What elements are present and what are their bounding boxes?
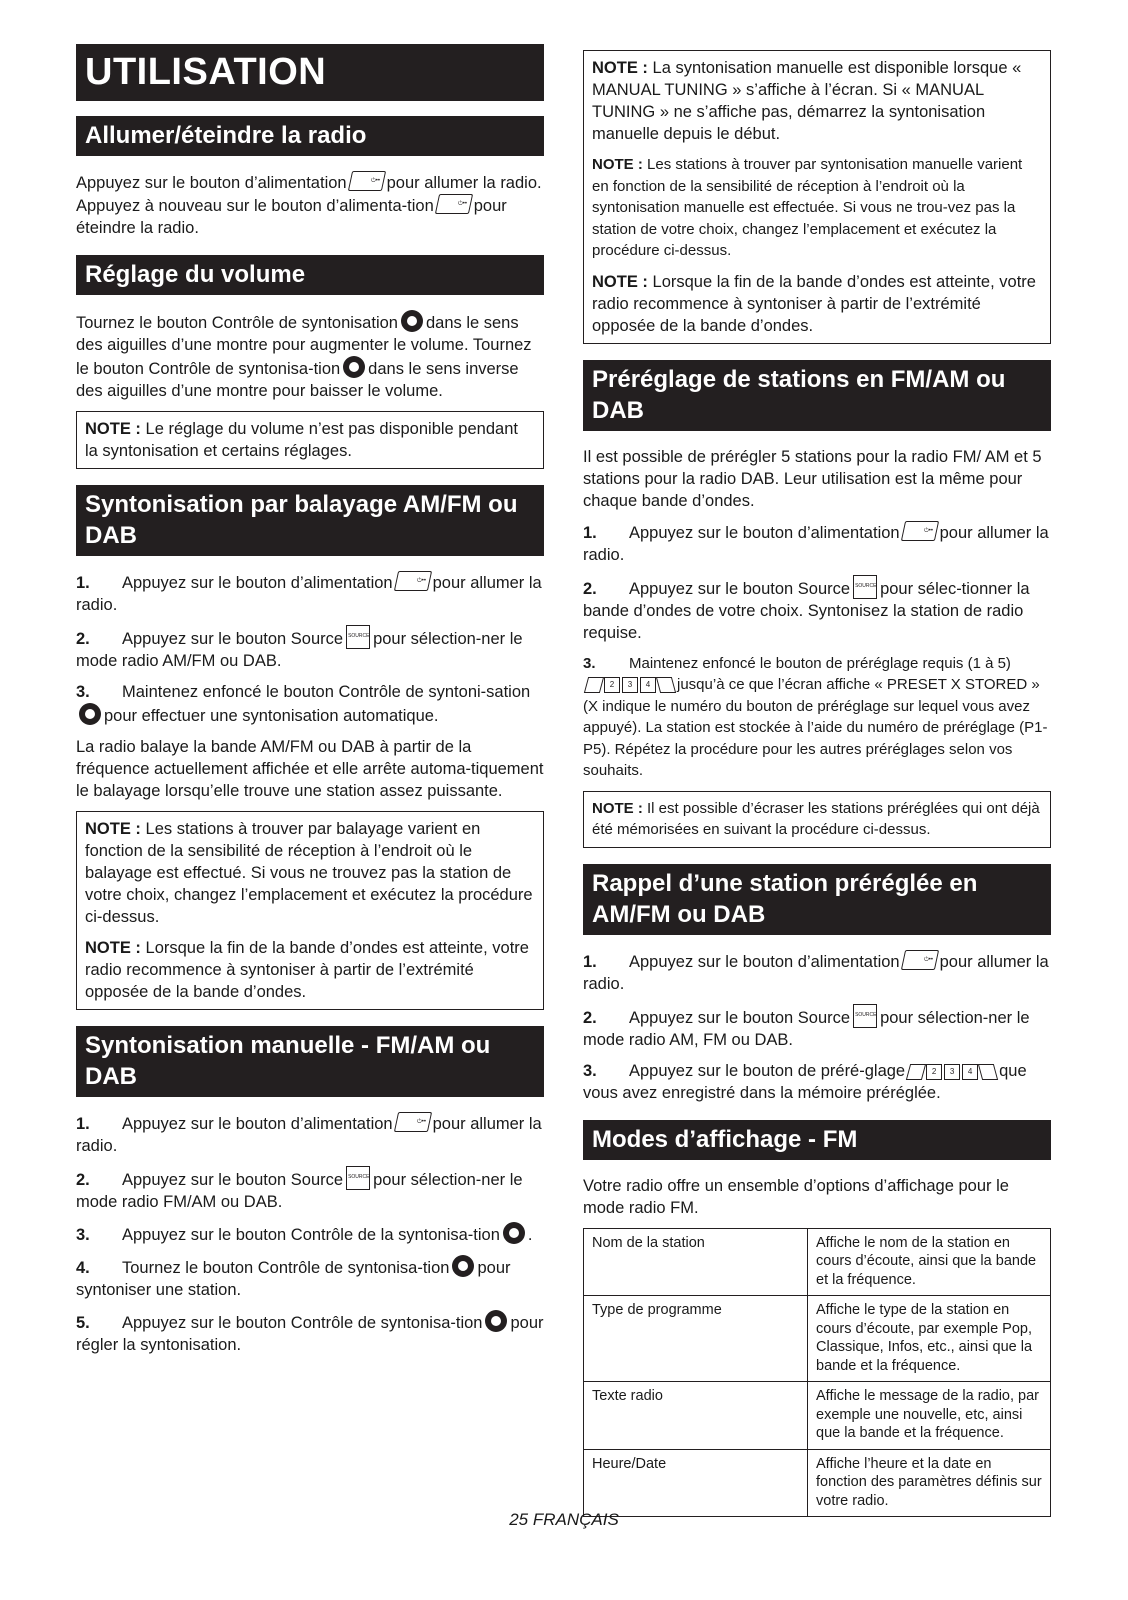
manual-step-1: 1. Appuyez sur le bouton d’alimentation⏻•• pour allumer la radio.: [76, 1112, 544, 1157]
display-modes-intro: Votre radio offre un ensemble d’options d’affichage pour le mode radio FM.: [583, 1176, 1009, 1217]
power-button-icon: [347, 171, 385, 191]
tuning-knob-icon: [401, 310, 423, 332]
mode-description-cell: Affiche l’heure et la date en fonction des paramètres définis sur votre radio.: [808, 1449, 1051, 1517]
section-title-power: Allumer/éteindre la radio: [76, 116, 544, 156]
mode-name-cell: Heure/Date: [584, 1449, 808, 1517]
section-title-manual-tuning: Syntonisation manuelle - FM/AM ou DAB: [76, 1026, 544, 1097]
section-title-display-modes: Modes d’affichage - FM: [583, 1120, 1051, 1160]
scan-paragraph: La radio balaye la bande AM/FM ou DAB à partir de la fréquence actuellement affichée et elle arrête automa-tiquement le balayage lorsqu’elle trouve une station assez puissante.: [76, 738, 544, 800]
preset-intro: Il est possible de prérégler 5 stations pour la radio FM/ AM et 5 stations pour la radio DAB. Leur utilisation est la même pour chaque bande d’ondes.: [583, 447, 1042, 510]
source-button-icon: [346, 1166, 370, 1190]
preset-buttons-icon: [586, 677, 674, 693]
preset-step-2: 2. Appuyez sur le bouton SourceSOURCE pour sélec-tionner la bande d’ondes de votre choix. Syntonisez la station de radio requise.: [583, 575, 1051, 644]
tuning-knob-icon: [452, 1255, 474, 1277]
page-title: UTILISATION: [76, 44, 544, 101]
left-column: [76, 44, 544, 1365]
manual-tuning-notes: NOTE : La syntonisation manuelle est disponible lorsque « MANUAL TUNING » s’affiche à l’écran. Si « MANUAL TUNING » ne s’affiche pas, démarrez la syntonisation manuelle depuis le début. NOTE : Les stations à trouver par syntonisation manuelle varient en fonction de la sensibilité de réception à l’endroit où la syntonisation manuelle est effectuée. Si vous ne trou-vez pas la station de votre choix, changez l’emplacement et exécutez la procédure ci-dessus. NOTE : Lorsque la fin de la bande d’ondes est atteinte, votre radio recommence à syntoniser à partir de l’extrémité opposée de la bande d’ondes.: [583, 50, 1051, 344]
power-button-icon: [435, 194, 473, 214]
manual-step-4: 4. Tournez le bouton Contrôle de syntonisa-tion pour syntoniser une station.: [76, 1255, 544, 1301]
page-footer: 25 FRANÇAIS: [509, 1510, 619, 1529]
source-button-icon: [853, 1004, 877, 1028]
preset-step-1: 1. Appuyez sur le bouton d’alimentation⏻•• pour allumer la radio.: [583, 521, 1051, 566]
scan-step-3: 3. Maintenez enfoncé le bouton Contrôle de syntoni-sationpour effectuer une syntonisation automatique.: [76, 683, 531, 725]
power-button-icon: [900, 950, 938, 970]
preset-key-icon: [978, 1064, 998, 1080]
scan-step-2: 2. Appuyez sur le bouton SourceSOURCE pour sélection-ner le mode radio AM/FM ou DAB.: [76, 625, 544, 672]
manual-step-2: 2. Appuyez sur le bouton SourceSOURCE pour sélection-ner le mode radio FM/AM ou DAB.: [76, 1166, 544, 1213]
display-modes-table: [583, 1228, 1051, 1518]
power-button-icon: [393, 571, 431, 591]
mode-description-cell: Affiche le message de la radio, par exemple une nouvelle, etc, ainsi que la bande et la fréquence.: [808, 1382, 1051, 1450]
preset-key-icon: 2: [926, 1064, 942, 1080]
table-row: [584, 1449, 1051, 1517]
volume-note: NOTE : Le réglage du volume n’est pas disponible pendant la syntonisation et certains réglages.: [76, 411, 544, 469]
source-button-icon: [346, 625, 370, 649]
recall-step-2: 2. Appuyez sur le bouton SourceSOURCE pour sélection-ner le mode radio AM, FM ou DAB.: [583, 1004, 1051, 1051]
preset-key-icon: 2: [604, 677, 620, 693]
tuning-knob-icon: [503, 1222, 525, 1244]
power-button-icon: [393, 1112, 431, 1132]
preset-step-3: 3. Maintenez enfoncé le bouton de préréglage requis (1 à 5) 2 3 4 jusqu’à ce que l’écran affiche « PRESET X STORED » (X indique le numéro du bouton de préréglage sur lequel vous avez appuyé). La station est stockée à l’aide du numéro de préréglage (P1-P5). Répétez la procédure pour les autres préréglages selon vos souhaits.: [583, 654, 1048, 779]
source-button-icon: [853, 575, 877, 599]
recall-step-3: 3. Appuyez sur le bouton de préré-glage 2 3 4 que vous avez enregistré dans la mémoire préréglée.: [583, 1061, 1027, 1102]
right-column: [583, 44, 1051, 1517]
scan-note: NOTE : Les stations à trouver par balayage varient en fonction de la sensibilité de réception à l’endroit où le balayage est effectué. Si vous ne trouvez pas la station de votre choix, changez l’emplacement et exécutez la procédure ci-dessus. NOTE : Lorsque la fin de la bande d’ondes est atteinte, votre radio recommence à syntoniser à partir de l’extrémité opposée de la bande d’ondes.: [76, 811, 544, 1010]
preset-buttons-icon: [908, 1064, 996, 1080]
preset-key-icon: 4: [640, 677, 656, 693]
power-paragraph: Appuyez sur le bouton d’alimentation⏻•• pour allumer la radio. Appuyez à nouveau sur le bouton d’alimenta-tion⏻•• pour éteindre la radio.: [76, 171, 544, 239]
preset-key-icon: 3: [622, 677, 638, 693]
mode-name-cell: Type de programme: [584, 1296, 808, 1382]
scan-step-1: 1. Appuyez sur le bouton d’alimentation⏻•• pour allumer la radio.: [76, 571, 544, 616]
preset-key-icon: [906, 1064, 926, 1080]
manual-step-3: 3. Appuyez sur le bouton Contrôle de la syntonisa-tion .: [76, 1222, 544, 1246]
section-title-recall: Rappel d’une station préréglée en AM/FM ou DAB: [583, 864, 1051, 935]
manual-step-5: 5. Appuyez sur le bouton Contrôle de syntonisa-tion pour régler la syntonisation.: [76, 1310, 544, 1356]
section-title-volume: Réglage du volume: [76, 255, 544, 295]
table-row: [584, 1296, 1051, 1382]
preset-key-icon: [656, 677, 676, 693]
power-button-icon: [900, 521, 938, 541]
tuning-knob-icon: [343, 356, 365, 378]
preset-key-icon: 4: [962, 1064, 978, 1080]
recall-step-1: 1. Appuyez sur le bouton d’alimentation⏻•• pour allumer la radio.: [583, 950, 1051, 995]
table-row: [584, 1382, 1051, 1450]
volume-paragraph: Tournez le bouton Contrôle de syntonisation dans le sens des aiguilles d’une montre pour augmenter le volume. Tournez le bouton Contrôle de syntonisa-tion dans le sens inverse des aiguilles d’une montre pour baisser le volume.: [76, 310, 544, 402]
section-title-scan-tuning: Syntonisation par balayage AM/FM ou DAB: [76, 485, 544, 556]
table-row: [584, 1228, 1051, 1296]
tuning-knob-icon: [485, 1310, 507, 1332]
mode-description-cell: Affiche le nom de la station en cours d’écoute, ainsi que la bande et la fréquence.: [808, 1228, 1051, 1296]
preset-key-icon: [584, 677, 604, 693]
preset-key-icon: 3: [944, 1064, 960, 1080]
section-title-presets: Préréglage de stations en FM/AM ou DAB: [583, 360, 1051, 431]
mode-name-cell: Nom de la station: [584, 1228, 808, 1296]
preset-note: NOTE : Il est possible d’écraser les stations préréglées qui ont déjà été mémorisées en suivant la procédure ci-dessus.: [583, 791, 1051, 848]
mode-description-cell: Affiche le type de la station en cours d’écoute, par exemple Pop, Classique, Infos, etc., ainsi que la bande et la fréquence.: [808, 1296, 1051, 1382]
mode-name-cell: Texte radio: [584, 1382, 808, 1450]
tuning-knob-icon: [79, 703, 101, 725]
